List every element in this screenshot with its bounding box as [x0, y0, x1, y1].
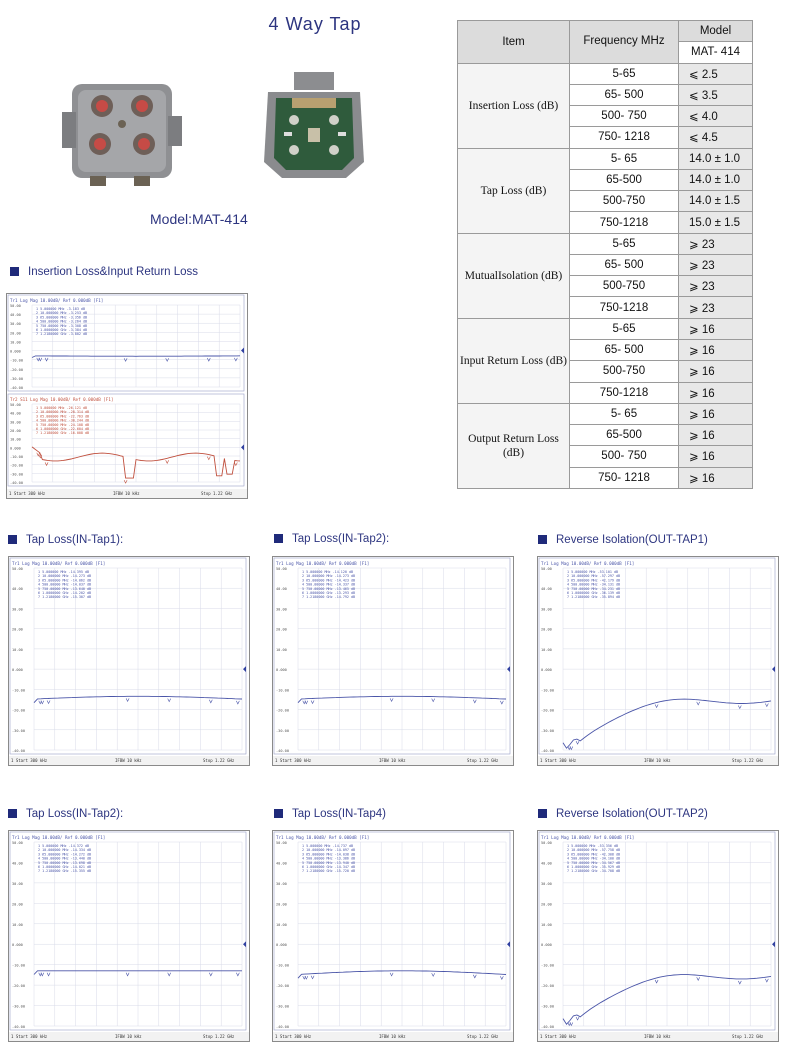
plot-header: Tr1 Log Mag 10.00dB/ Ref 0.000dB [F1]	[10, 298, 104, 303]
marker-readout: 4 500.00000 MHz -14.037 dB	[38, 582, 92, 587]
tick-label: 30.00	[12, 607, 23, 612]
spec-frequency: 5-65	[570, 233, 679, 254]
spec-frequency: 750- 1218	[570, 127, 679, 148]
tick-label: 20.00	[10, 429, 21, 433]
marker-readout: 7 1.2180000 GHz -14.792 dB	[302, 595, 356, 600]
spec-value: ⩾ 16	[679, 446, 753, 467]
marker-readout: 3 65.000000 MHz -22.763 dB	[36, 414, 90, 419]
marker-readout: 7 1.2180000 GHz -16.008 dB	[36, 431, 90, 436]
spec-value: ⩾ 23	[679, 297, 753, 318]
footer-text: 1 Start 300 kHz	[540, 1034, 577, 1039]
footer-text: Stop 1.22 GHz	[203, 1034, 235, 1039]
spec-frequency: 500-750	[570, 276, 679, 297]
marker-readout: 2 10.000000 MHz -14.273 dB	[302, 574, 356, 579]
tick-label: -40.00	[10, 481, 23, 485]
marker-readout: 6 1.0000000 GHz -36.139 dB	[567, 591, 621, 595]
tick-label: -30.00	[541, 728, 554, 733]
spec-value: ⩾ 16	[679, 339, 753, 360]
footer-text: Stop 1.22 GHz	[732, 758, 764, 763]
section-tap2-top: Tap Loss(IN-Tap2):	[274, 533, 389, 545]
tick-label: 20.00	[12, 902, 23, 907]
marker-readout: 3 65.000000 MHz -42.179 dB	[567, 578, 621, 583]
spec-frequency: 500- 750	[570, 106, 679, 127]
tick-label: -40.00	[10, 386, 23, 390]
tick-label: -40.00	[276, 749, 289, 753]
marker-readout: 2 10.000000 MHz -57.297 dB	[567, 574, 621, 579]
spec-item: Input Return Loss (dB)	[458, 318, 570, 403]
section-rev2: Reverse Isolation(OUT-TAP2)	[538, 808, 708, 820]
tick-label: 0.000	[12, 668, 23, 673]
vna-tap2-top	[272, 556, 514, 766]
tick-label: -20.00	[541, 708, 554, 713]
footer-text: 1 Start 300 kHz	[275, 1034, 312, 1039]
tick-label: 20.00	[276, 627, 287, 632]
spec-row	[458, 148, 753, 169]
spec-frequency: 5- 65	[570, 403, 679, 424]
tick-label: -20.00	[12, 708, 25, 713]
marker-readout: 7 1.2180000 GHz -15.307 dB	[38, 595, 92, 600]
tick-label: -30.00	[12, 728, 25, 733]
tick-label: -20.00	[10, 367, 23, 372]
tick-label: 40.00	[10, 313, 21, 318]
spec-value: ⩾ 23	[679, 233, 753, 254]
tick-label: 10.00	[276, 647, 287, 652]
marker-readout: 2 10.000000 MHz -57.758 dB	[567, 848, 621, 853]
marker-readout: 5 750.00000 MHz -34.231 dB	[567, 586, 621, 591]
marker-readout: 4 500.00000 MHz -3.264 dB	[36, 319, 88, 324]
tick-label: 50.00	[541, 567, 552, 571]
vna-tap1	[8, 556, 250, 766]
marker-readout: 7 1.2180000 GHz -15.720 dB	[302, 869, 356, 874]
spec-value: ⩽ 2.5	[679, 63, 753, 84]
tick-label: -10.00	[276, 963, 289, 968]
marker-readout: 3 65.000000 MHz -3.356 dB	[36, 315, 88, 320]
marker-readout: 7 1.2180000 GHz -34.708 dB	[567, 869, 621, 874]
footer-text: 1 Start 300 kHz	[540, 758, 577, 763]
spec-row	[458, 233, 753, 254]
footer-text: Stop 1.22 GHz	[467, 1034, 499, 1039]
marker-readout: 2 10.000000 MHz -28.314 dB	[36, 410, 90, 415]
spec-row	[458, 403, 753, 424]
tick-label: 50.00	[276, 567, 287, 571]
spec-frequency: 750-1218	[570, 297, 679, 318]
tick-label: 10.00	[12, 647, 23, 652]
tick-label: -10.00	[276, 688, 289, 693]
tick-label: -30.00	[12, 1004, 25, 1009]
spec-frequency: 750- 1218	[570, 467, 679, 488]
tick-label: 0.000	[276, 668, 287, 673]
tick-label: 10.00	[541, 922, 552, 927]
tick-label: 30.00	[276, 607, 287, 612]
spec-value: ⩾ 16	[679, 403, 753, 424]
marker-readout: 5 750.00000 MHz -34.567 dB	[567, 860, 621, 865]
marker-readout: 1 5.000000 MHz -14.120 dB	[302, 570, 354, 574]
marker-readout: 5 750.00000 MHz -13.465 dB	[302, 586, 356, 591]
square-bullet	[538, 809, 547, 818]
footer-text: IFBW 10 kHz	[379, 1034, 406, 1039]
tick-label: 30.00	[541, 607, 552, 612]
spec-value: ⩽ 4.5	[679, 127, 753, 148]
plot-header: Tr1 Log Mag 10.00dB/ Ref 0.000dB [F1]	[12, 561, 106, 566]
tick-label: -20.00	[12, 984, 25, 989]
marker-readout: 4 500.00000 MHz -34.100 dB	[567, 856, 621, 861]
spec-value: ⩽ 4.0	[679, 106, 753, 127]
marker-readout: 2 10.000000 MHz -14.334 dB	[38, 848, 92, 853]
square-bullet	[274, 809, 283, 818]
model-value: MAT- 414	[679, 42, 753, 63]
square-bullet	[8, 809, 17, 818]
tick-label: 40.00	[541, 861, 552, 866]
marker-readout: 7 1.2180000 GHz -15.355 dB	[38, 869, 92, 874]
tick-label: 40.00	[10, 411, 21, 416]
vna-svg	[273, 557, 513, 765]
tick-label: -40.00	[12, 1025, 25, 1029]
tick-label: 10.00	[10, 340, 21, 345]
marker-readout: 6 1.0000000 GHz -14.202 dB	[38, 591, 92, 595]
marker-readout: 5 750.00000 MHz -13.640 dB	[38, 586, 92, 591]
spec-frequency: 500-750	[570, 191, 679, 212]
tick-label: -30.00	[10, 472, 23, 477]
tick-label: 50.00	[12, 841, 23, 845]
marker-readout: 2 10.000000 MHz -14.273 dB	[38, 574, 92, 579]
spec-value: 14.0 ± 1.0	[679, 148, 753, 169]
tick-label: 10.00	[10, 437, 21, 442]
marker-readout: 6 1.0000000 GHz -13.293 dB	[302, 591, 356, 595]
tick-label: -20.00	[276, 984, 289, 989]
spec-frequency: 65-500	[570, 169, 679, 190]
marker-readout: 6 1.0000000 GHz -22.604 dB	[36, 427, 90, 431]
marker-readout: 1 5.000000 MHz -14.372 dB	[38, 844, 90, 848]
spec-value: ⩾ 16	[679, 318, 753, 339]
square-bullet	[274, 534, 283, 543]
tick-label: -20.00	[10, 463, 23, 468]
tick-label: 30.00	[276, 881, 287, 886]
tick-label: 40.00	[276, 587, 287, 592]
marker-readout: 6 1.0000000 GHz -14.347 dB	[302, 865, 356, 869]
vna-svg	[9, 557, 249, 765]
tick-label: -10.00	[10, 358, 23, 363]
tick-label: 40.00	[276, 861, 287, 866]
marker-readout: 3 65.000000 MHz -14.038 dB	[302, 852, 356, 857]
model-header: Model	[679, 21, 753, 42]
marker-readout: 1 5.000000 MHz -53.356 dB	[567, 844, 619, 848]
marker-readout: 1 5.000000 MHz -14.395 dB	[38, 570, 90, 574]
marker-readout: 4 500.00000 MHz -13.386 dB	[302, 856, 356, 861]
spec-item: Insertion Loss (dB)	[458, 63, 570, 148]
section-insertion: Insertion Loss&Input Return Loss	[10, 266, 198, 278]
plot-header: Tr1 Log Mag 10.00dB/ Ref 0.000dB [F1]	[541, 835, 635, 840]
tick-label: 0.000	[276, 943, 287, 948]
tick-label: -20.00	[276, 708, 289, 713]
spec-value: ⩾ 16	[679, 361, 753, 382]
spec-item: Output Return Loss (dB)	[458, 403, 570, 488]
vna-svg	[9, 831, 249, 1041]
tick-label: -10.00	[541, 688, 554, 693]
vna-svg	[538, 831, 778, 1041]
tick-label: -10.00	[541, 963, 554, 968]
footer-text: Stop 1.22 GHz	[467, 758, 499, 763]
marker-readout: 6 1.0000000 GHz -3.384 dB	[36, 328, 88, 332]
tick-label: -10.00	[12, 688, 25, 693]
model-caption: Model:MAT-414	[150, 211, 248, 227]
spec-frequency: 500-750	[570, 361, 679, 382]
spec-value: ⩾ 16	[679, 425, 753, 446]
spec-value: 14.0 ± 1.0	[679, 169, 753, 190]
spec-frequency: 750-1218	[570, 382, 679, 403]
footer-text: Stop 1.22 GHz	[203, 758, 235, 763]
marker-readout: 4 500.00000 MHz -14.337 dB	[302, 582, 356, 587]
tick-label: 20.00	[276, 902, 287, 907]
plot-header: Tr1 Log Mag 10.00dB/ Ref 0.000dB [F1]	[276, 835, 370, 840]
tick-label: 10.00	[276, 922, 287, 927]
marker-readout: 7 1.2180000 GHz -3.802 dB	[36, 332, 88, 337]
section-tap4: Tap Loss(IN-Tap4)	[274, 808, 386, 820]
tick-label: 30.00	[10, 420, 21, 425]
tick-label: 20.00	[10, 331, 21, 336]
tick-label: -30.00	[10, 376, 23, 381]
marker-readout: 4 500.00000 MHz -13.440 dB	[38, 856, 92, 861]
tick-label: -30.00	[276, 1004, 289, 1009]
spec-row	[458, 63, 753, 84]
footer-text: IFBW 10 kHz	[644, 758, 671, 763]
footer-text: 1 Start 300 kHz	[275, 758, 312, 763]
vna-rev1	[537, 556, 779, 766]
vna-svg	[538, 557, 778, 765]
marker-readout: 4 500.00000 MHz -30.244 dB	[36, 418, 90, 423]
marker-readout: 3 65.000000 MHz -14.062 dB	[38, 578, 92, 583]
spec-value: ⩾ 16	[679, 382, 753, 403]
footer-text: Stop 1.22 GHz	[201, 491, 233, 496]
tap-pcb-photo	[258, 72, 370, 184]
tick-label: 0.000	[10, 446, 21, 451]
plot-header: Tr1 Log Mag 10.00dB/ Ref 0.000dB [F1]	[541, 561, 635, 566]
footer-text: IFBW 10 kHz	[115, 758, 142, 763]
footer-text: IFBW 10 kHz	[113, 491, 140, 496]
tap-housing-photo	[62, 72, 182, 190]
spec-frequency: 5- 65	[570, 148, 679, 169]
plot-header: Tr1 Log Mag 10.00dB/ Ref 0.000dB [F1]	[276, 561, 370, 566]
vna-svg	[273, 831, 513, 1041]
tick-label: 50.00	[10, 403, 21, 407]
tick-label: 10.00	[541, 647, 552, 652]
marker-readout: 2 10.000000 MHz -3.253 dB	[36, 311, 88, 316]
marker-readout: 1 5.000000 MHz -26.121 dB	[36, 406, 88, 410]
spec-value: ⩾ 23	[679, 276, 753, 297]
spec-value: ⩾ 16	[679, 467, 753, 488]
item-header: Item	[458, 21, 570, 64]
marker-readout: 1 5.000000 MHz -53.101 dB	[567, 570, 619, 574]
tick-label: 10.00	[12, 922, 23, 927]
tick-label: 50.00	[12, 567, 23, 571]
vna-insertion-return	[6, 293, 248, 499]
section-rev1: Reverse Isolation(OUT-TAP1)	[538, 534, 708, 546]
marker-readout: 1 5.000000 MHz -14.737 dB	[302, 844, 354, 848]
spec-item: Tap Loss (dB)	[458, 148, 570, 233]
marker-readout: 3 65.000000 MHz -14.272 dB	[38, 852, 92, 857]
square-bullet	[10, 267, 19, 276]
footer-text: IFBW 10 kHz	[379, 758, 406, 763]
tick-label: 30.00	[12, 881, 23, 886]
tick-label: -40.00	[541, 749, 554, 753]
tick-label: -30.00	[541, 1004, 554, 1009]
section-tap1: Tap Loss(IN-Tap1):	[8, 534, 123, 546]
tick-label: 0.000	[541, 943, 552, 948]
spec-frequency: 750-1218	[570, 212, 679, 233]
vna-tap4	[272, 830, 514, 1042]
tick-label: -40.00	[541, 1025, 554, 1029]
marker-readout: 6 1.0000000 GHz -14.021 dB	[38, 865, 92, 869]
tick-label: -10.00	[10, 455, 23, 459]
marker-readout: 2 10.000000 MHz -14.097 dB	[302, 848, 356, 853]
marker-readout: 5 750.00000 MHz -24.108 dB	[36, 422, 90, 427]
spec-value: 15.0 ± 1.5	[679, 212, 753, 233]
tick-label: 50.00	[276, 841, 287, 845]
tick-label: -40.00	[276, 1025, 289, 1029]
marker-readout: 6 1.0000000 GHz -35.929 dB	[567, 865, 621, 869]
marker-readout: 3 65.000000 MHz -14.423 dB	[302, 578, 356, 583]
tick-label: 0.000	[12, 943, 23, 948]
tick-label: 40.00	[541, 587, 552, 592]
marker-readout: 5 750.00000 MHz -3.308 dB	[36, 323, 88, 328]
tick-label: 50.00	[541, 841, 552, 845]
vna-svg	[7, 294, 247, 498]
spec-item: MutualIsolation (dB)	[458, 233, 570, 318]
spec-frequency: 65- 500	[570, 339, 679, 360]
plot-header: Tr1 Log Mag 10.00dB/ Ref 0.000dB [F1]	[12, 835, 106, 840]
spec-frequency: 65- 500	[570, 84, 679, 105]
footer-text: 1 Start 300 kHz	[9, 491, 46, 496]
spec-value: 14.0 ± 1.5	[679, 191, 753, 212]
footer-text: IFBW 10 kHz	[644, 1034, 671, 1039]
tick-label: 0.000	[10, 349, 21, 354]
square-bullet	[8, 535, 17, 544]
marker-readout: 7 1.2180000 GHz -35.894 dB	[567, 595, 621, 600]
marker-readout: 5 750.00000 MHz -13.940 dB	[302, 860, 356, 865]
tick-label: -30.00	[276, 728, 289, 733]
section-tap2-bottom: Tap Loss(IN-Tap2):	[8, 808, 123, 820]
spec-value: ⩾ 23	[679, 254, 753, 275]
spec-row	[458, 318, 753, 339]
marker-readout: 5 750.00000 MHz -13.698 dB	[38, 860, 92, 865]
vna-rev2	[537, 830, 779, 1042]
spec-table	[457, 20, 753, 489]
tick-label: 20.00	[12, 627, 23, 632]
frequency-header: Frequency MHz	[570, 21, 679, 64]
marker-readout: 3 65.000000 MHz -42.308 dB	[567, 852, 621, 857]
spec-frequency: 65- 500	[570, 254, 679, 275]
plot-header: Tr2 S11 Log Mag 10.00dB/ Ref 0.000dB [F1]	[10, 397, 114, 402]
spec-value: ⩽ 3.5	[679, 84, 753, 105]
vna-tap2-bottom	[8, 830, 250, 1042]
tick-label: -10.00	[12, 963, 25, 968]
spec-frequency: 5-65	[570, 318, 679, 339]
tick-label: 30.00	[541, 881, 552, 886]
spec-frequency: 500- 750	[570, 446, 679, 467]
footer-text: IFBW 10 kHz	[115, 1034, 142, 1039]
tick-label: 20.00	[541, 627, 552, 632]
footer-text: 1 Start 300 kHz	[11, 1034, 48, 1039]
footer-text: Stop 1.22 GHz	[732, 1034, 764, 1039]
marker-readout: 1 5.000000 MHz -3.183 dB	[36, 307, 85, 311]
tick-label: 30.00	[10, 322, 21, 327]
spec-frequency: 65-500	[570, 425, 679, 446]
tick-label: 0.000	[541, 668, 552, 673]
page-title: 4 Way Tap	[268, 14, 362, 34]
marker-readout: 4 500.00000 MHz -34.131 dB	[567, 582, 621, 587]
tick-label: 40.00	[12, 861, 23, 866]
tick-label: 40.00	[12, 587, 23, 592]
tick-label: 20.00	[541, 902, 552, 907]
square-bullet	[538, 535, 547, 544]
tick-label: -20.00	[541, 984, 554, 989]
tick-label: 50.00	[10, 304, 21, 308]
footer-text: 1 Start 300 kHz	[11, 758, 48, 763]
spec-frequency: 5-65	[570, 63, 679, 84]
tick-label: -40.00	[12, 749, 25, 753]
